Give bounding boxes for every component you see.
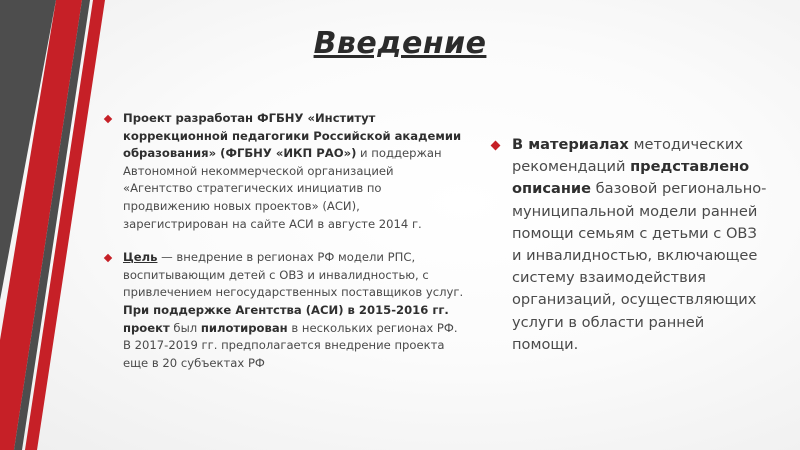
project-support-text: и поддержан Автономной некоммерческой организацией «Агентство стратегических инициатив по продвижению новых проектов» (АСИ), зарегистрирован на сайте АСИ в августе 2014 г. bbox=[123, 146, 442, 231]
agency-support-bold: При поддержке Агентства (АСИ) в 2015-2016 гг. проект bbox=[123, 302, 449, 335]
goal-text-2: был bbox=[169, 320, 201, 335]
left-paragraph-project bbox=[105, 110, 465, 233]
goal-text-3: в нескольких регионах РФ. В 2017-2019 гг. предполагается внедрение проекта еще в 20 субъектах РФ bbox=[123, 320, 458, 370]
description-bold: представлено описание bbox=[512, 158, 750, 198]
bullet-icon bbox=[491, 141, 501, 151]
piloted-bold: пилотирован bbox=[200, 320, 288, 335]
materials-text-2: базовой регионально-муниципальной модели ранней помощи семьям с детьми с ОВЗ и инвалидностью, включающее систему взаимодействия организаций, осуществляющих услуги в области ранней помощи. bbox=[512, 180, 767, 353]
slide-title: Введение bbox=[313, 26, 487, 61]
goal-label: Цель bbox=[123, 250, 158, 265]
materials-bold: В материалах bbox=[512, 136, 629, 153]
right-paragraph-materials bbox=[492, 134, 770, 356]
left-column bbox=[105, 110, 465, 388]
materials-text: методических рекомендаций bbox=[512, 136, 744, 176]
bullet-icon bbox=[104, 254, 112, 262]
goal-text: — внедрение в регионах РФ модели РПС, воспитывающим детей с ОВЗ и инвалидностью, с привлечением негосударственных поставщиков услуг. bbox=[123, 250, 464, 300]
right-column bbox=[492, 134, 770, 372]
left-paragraph-goal bbox=[105, 249, 465, 372]
bullet-icon bbox=[104, 115, 112, 123]
project-developer-bold: Проект разработан ФГБНУ «Институт коррекционной педагогики Российской академии образования» (ФГБНУ «ИКП РАО») bbox=[123, 111, 462, 161]
